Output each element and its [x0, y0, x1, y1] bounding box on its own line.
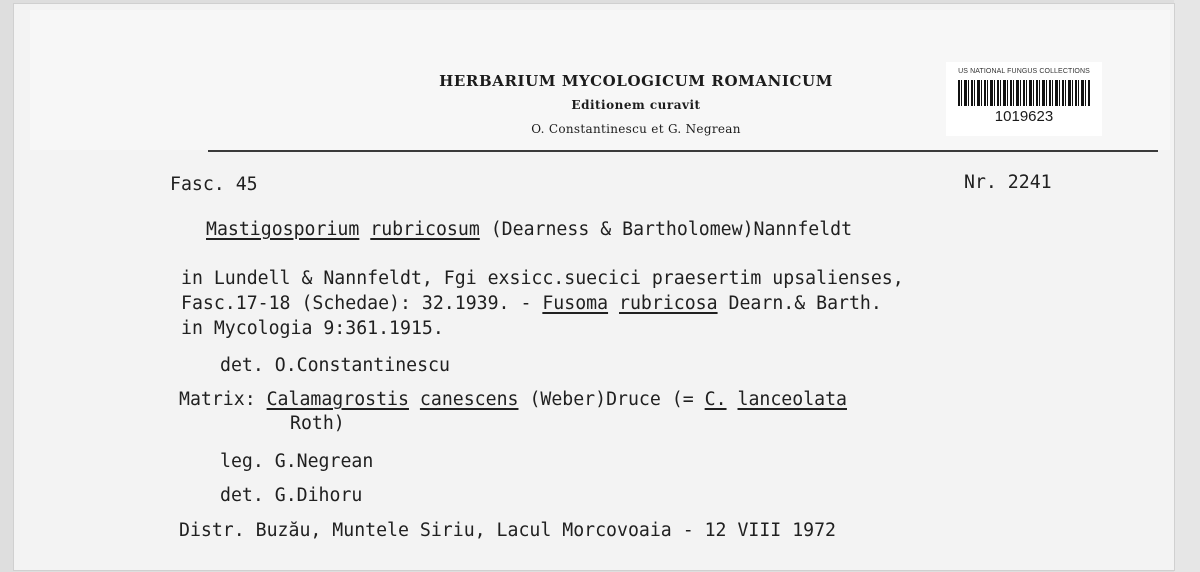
barcode-number: 1019623 [994, 108, 1054, 125]
citation-line-1: in Lundell & Nannfeldt, Fgi exsicc.suecici praesertim upsalienses, [181, 268, 904, 289]
barcode-icon [958, 80, 1090, 106]
fascicle-number: Fasc. 45 [170, 174, 258, 195]
taxon-authority: (Dearness & Bartholomew)Nannfeldt [490, 219, 853, 240]
barcode-caption: US NATIONAL FUNGUS COLLECTIONS [958, 68, 1090, 75]
citation-line-2 [181, 295, 882, 313]
host-species: canescens [419, 389, 519, 410]
locality-line: Distr. Buzău, Muntele Siriu, Lacul Morcovoaia - 12 VIII 1972 [179, 520, 836, 541]
matrix-label: Matrix: [179, 389, 256, 410]
host-authority: (Weber)Druce (= [529, 389, 694, 410]
exsiccata-number: Nr. 2241 [964, 172, 1052, 193]
determiner-2: det. G.Dihoru [220, 485, 363, 506]
editor-caption: Editionem curavit [571, 98, 701, 112]
determiner-1: det. O.Constantinescu [220, 355, 450, 376]
basionym-authority: Dearn.& Barth. [728, 293, 882, 314]
matrix-continuation: Roth) [290, 413, 345, 434]
matrix-line [179, 391, 847, 409]
taxon-species: rubricosum [370, 219, 480, 240]
collector: leg. G.Negrean [220, 451, 374, 472]
basionym-genus: Fusoma [542, 293, 609, 314]
taxon-line [206, 221, 852, 239]
basionym-species: rubricosa [619, 293, 718, 314]
taxon-genus: Mastigosporium [206, 219, 360, 240]
synonym-genus: C. [704, 389, 727, 410]
host-genus: Calamagrostis [266, 389, 409, 410]
citation-line-3: in Mycologia 9:361.1915. [181, 318, 444, 339]
herbarium-title: HERBARIUM MYCOLOGICUM ROMANICUM [439, 72, 833, 90]
header-divider [208, 150, 1158, 152]
synonym-species: lanceolata [737, 389, 847, 410]
barcode-label [946, 62, 1102, 136]
citation-prefix: Fasc.17-18 (Schedae): 32.1939. - [181, 293, 532, 314]
editor-names: O. Constantinescu et G. Negrean [531, 122, 741, 136]
